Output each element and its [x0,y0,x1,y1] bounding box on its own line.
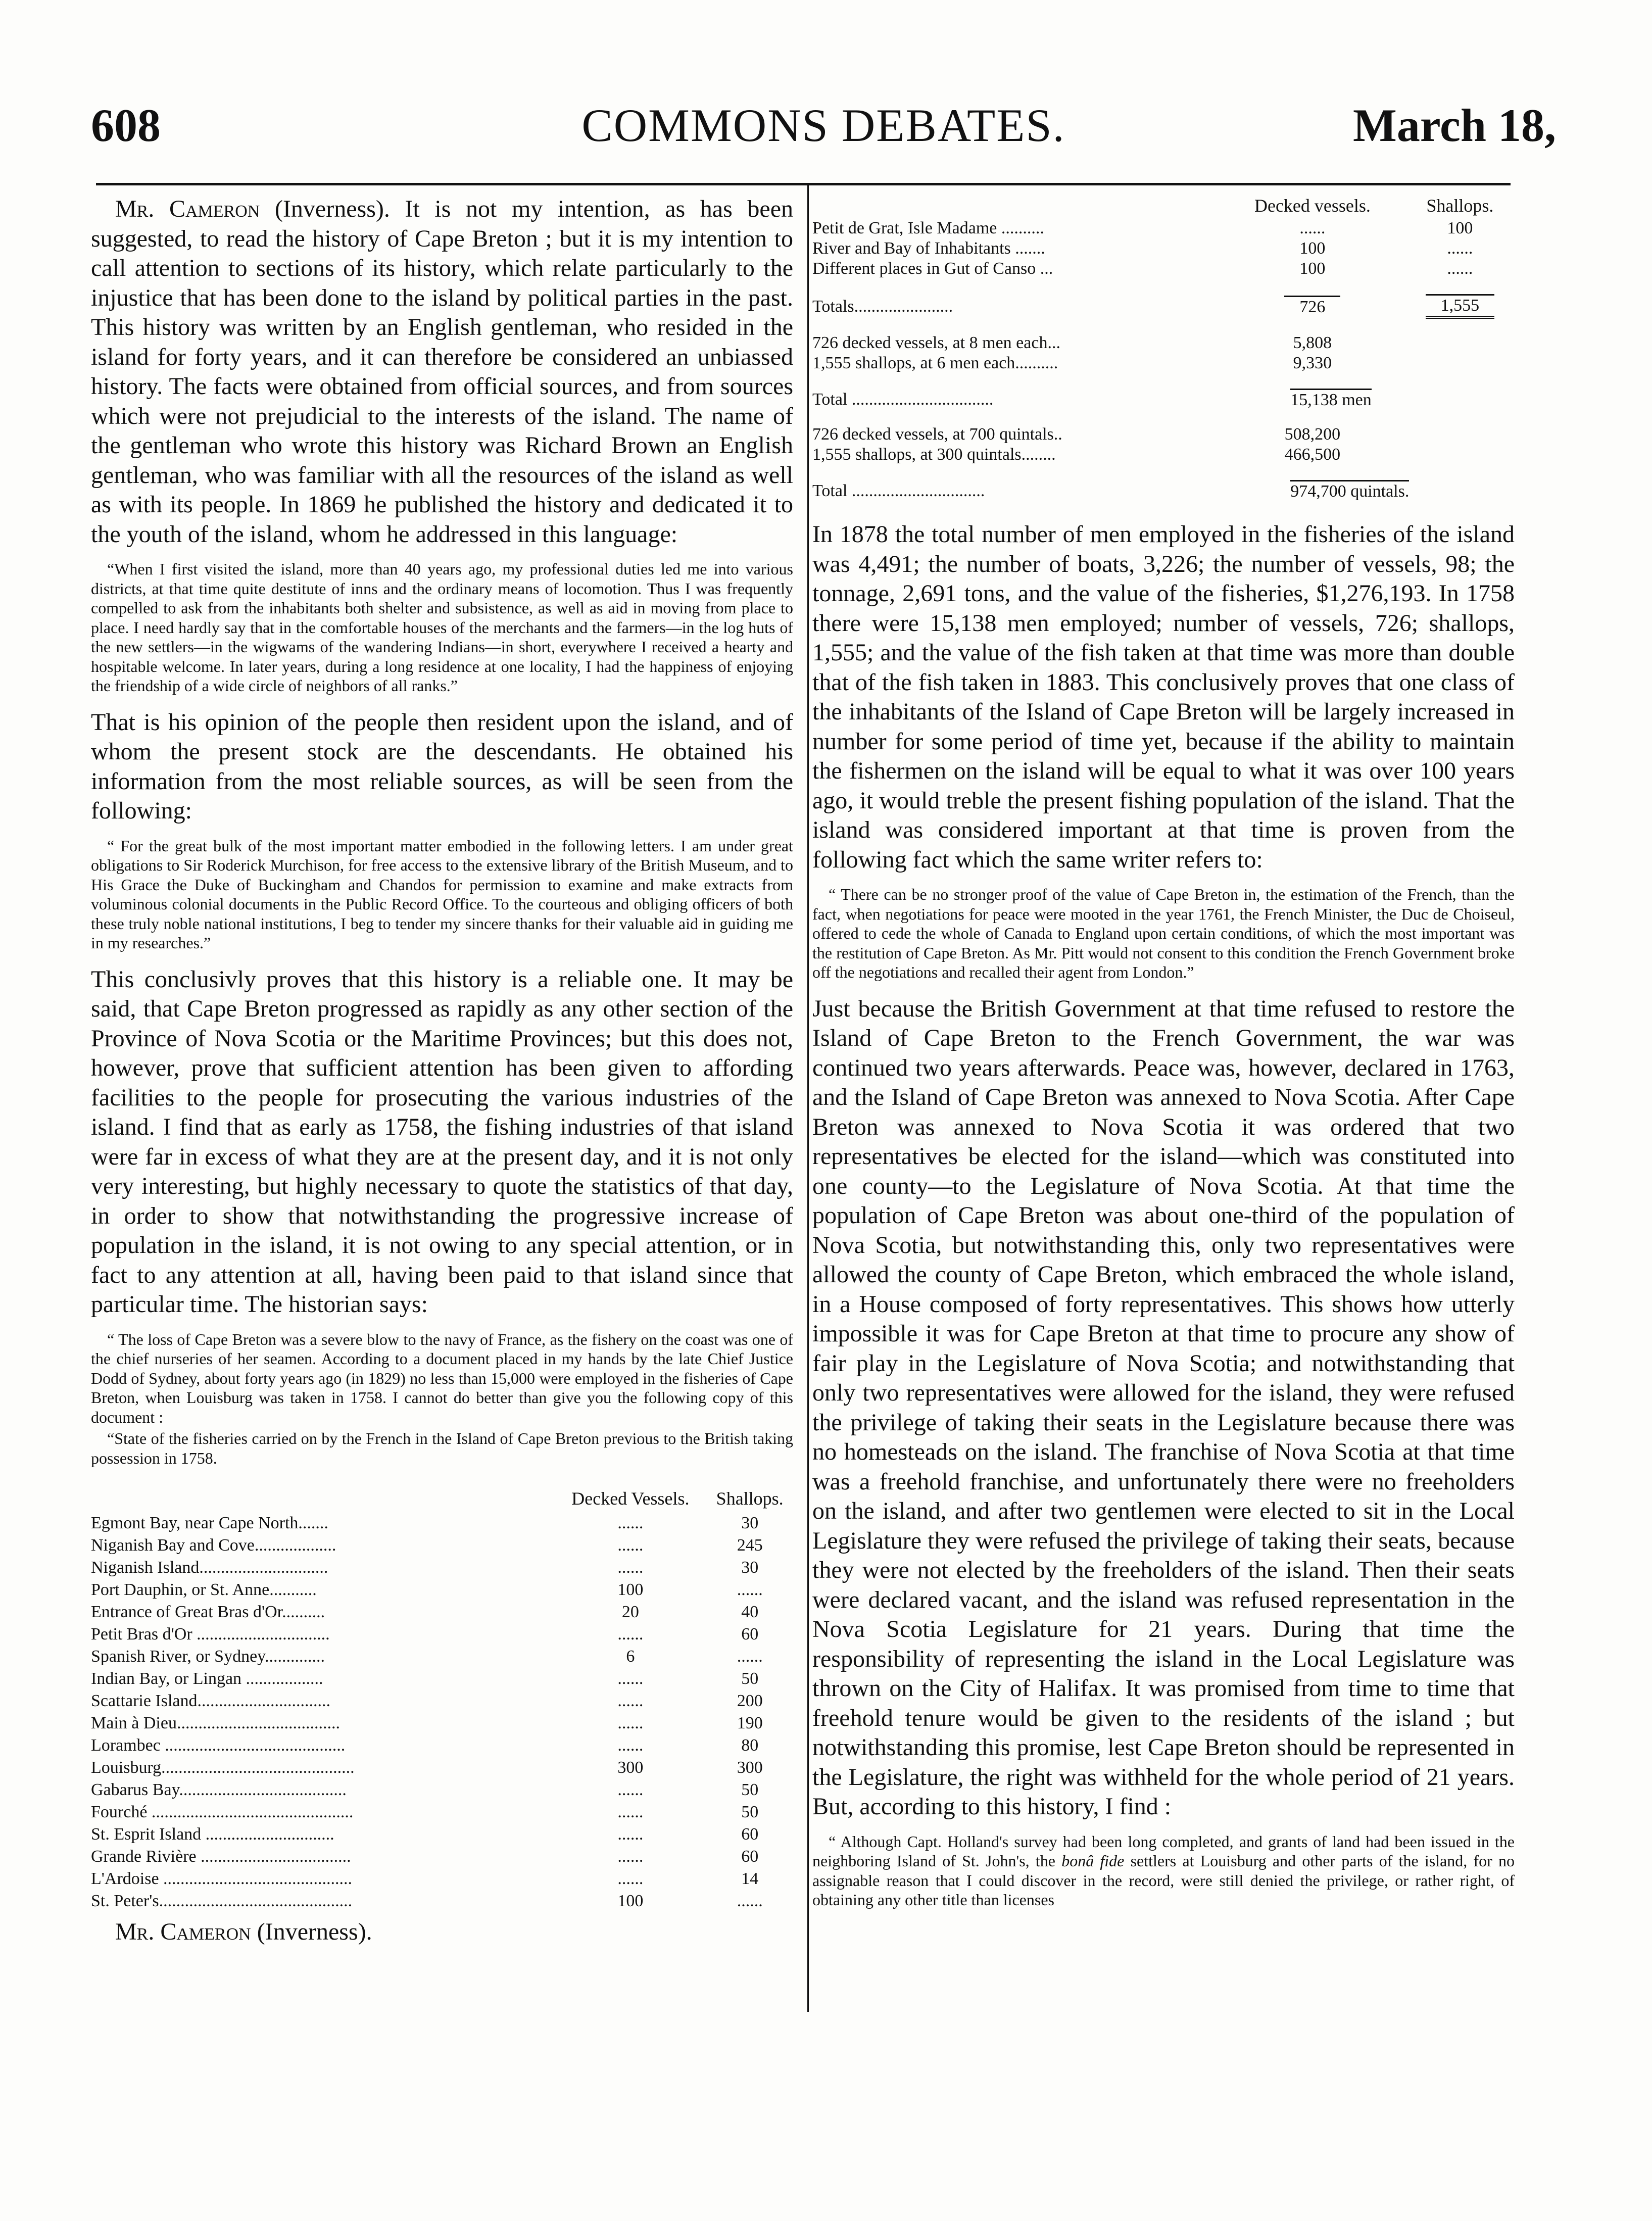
table-cell-decked: ...... [617,1692,644,1710]
table-row [91,1823,793,1846]
left-column [91,195,793,2130]
column-header: Decked vessels. [1254,196,1371,216]
page-date: March 18, [1352,100,1556,151]
speaker-riding: (Inverness). [257,1918,372,1945]
table-cell-decked: ...... [617,1514,644,1532]
table-cell-place: L'Ardoise ............................................ [91,1869,353,1888]
calc-row [812,445,1515,465]
men-total-value: 15,138 men [1290,389,1372,410]
table-cell-shallops: 245 [737,1536,763,1555]
header-rule [96,183,1511,185]
men-total-row [812,373,1515,424]
table-row [91,1646,793,1668]
calc-value: 9,330 [1293,354,1332,372]
quote-text: “ Although Capt. Holland's survey had been long completed, and grants of land had been issued in the neighboring Island of St. John's, the [812,1832,1515,1870]
calc-row [812,424,1515,445]
table-cell-decked: 100 [1299,239,1326,258]
quote-italic: bonâ fide [1061,1852,1125,1870]
table-cell-decked: ...... [1299,219,1326,237]
table-cell-shallops: 80 [741,1736,759,1755]
table-row [91,1868,793,1890]
table-cell-shallops: 190 [737,1714,763,1732]
calc-value: 508,200 [1284,425,1341,444]
table-cell-decked: ...... [617,1714,644,1732]
calc-label: 726 decked vessels, at 700 quintals.. [812,425,1062,444]
speaker-name: Mr. Cameron [115,1918,251,1945]
table-cell-decked: ...... [617,1825,644,1844]
column-header: Shallops. [716,1488,784,1509]
totals-decked: 726 [1284,296,1340,317]
table-cell-label: Petit de Grat, Isle Madame .......... [812,219,1044,237]
table-cell-place: Lorambec .......................................... [91,1736,346,1755]
quintals-total-row [812,465,1515,516]
page-header [91,99,1556,159]
column-divider [807,183,809,2012]
table-cell-decked: ...... [617,1669,644,1688]
quote-text: settlers at Louisburg and other parts of the island, for no assignable reason that I could discover in the record, were still denied the privilege, or rather right, of obtaining any other title than licenses [812,1852,1515,1909]
block-quote: “When I first visited the island, more than 40 years ago, my professional duties led me into various districts, at that time quite destitute of inns and the ordinary means of locomotion. Thus I was frequently compelled to ask from the inhabitants both shelter and subsistence, as well as aid in moving from place to place. I need hardly say that in the comfortable houses of the merchants and the farmers—in the log huts of the new settlers—in the wigwams of the wandering Indians—in short, everywhere I received a hearty and hospitable welcome. In later years, during a long residence at one locality, I had the happiness of enjoying the friendship of a wide circle of neighbors of all ranks.” [91,560,793,695]
block-quote: “ The loss of Cape Breton was a severe blow to the navy of France, as the fishery on the coast was one of the chief nurseries of her seamen. According to a document placed in my hands by the late Chief Justice Dodd of Sydney, about forty years ago (in 1829) no less than 15,000 were employed in the fisheries of Cape Breton, when Louisburg was taken in 1758. I cannot do better than give you the following copy of this document : [91,1330,793,1426]
table-cell-place: Egmont Bay, near Cape North....... [91,1514,328,1532]
table-cell-shallops: 50 [741,1669,759,1688]
table-row [91,1779,793,1801]
table-cell-shallops: 60 [741,1625,759,1644]
men-calculation [812,333,1515,373]
table-cell-shallops: ...... [737,1580,763,1599]
paragraph: This conclusivly proves that this history is a reliable one. It may be said, that Cape Breton progressed as rapidly as any other section of the Province of Nova Scotia or the Maritime Provinces; but this does not, however, prove that sufficient attention has been given to affording facilities to the people for prosecuting the various industries of the island. I find that as early as 1758, the fishing industries of that island were far in excess of what they are at the present day, and it is not only very interesting, but highly necessary to quote the statistics of that day, in order to show that notwithstanding the progressive increase of population in the island, it is not owing to any special attention, or in fact to any attention at all, having been paid to that island since that particular time. The historian says: [91,965,793,1318]
table-cell-decked: 6 [626,1647,635,1666]
table-cell-shallops: 50 [741,1780,759,1799]
table-cell-shallops: 40 [741,1603,759,1621]
table-cell-decked: ...... [617,1869,644,1888]
block-quote: “ There can be no stronger proof of the value of Cape Breton in, the estimation of the French, than the fact, when negotiations for peace were mooted in the year 1761, the French Minister, the Duc de Choiseul, offered to cede the whole of Canada to England upon certain conditions, of which the most important was the restitution of Cape Breton. As Mr. Pitt would not consent to this condition the French Government broke off the negotiations and recalled their agent from London.” [812,885,1515,981]
table-cell-shallops: 30 [741,1514,759,1532]
table-body [91,1512,793,1912]
calc-value: 5,808 [1293,333,1332,352]
quintals-total-label: Total ............................... [812,481,985,500]
table-cell-decked: ...... [617,1803,644,1821]
column-header: Decked Vessels. [571,1488,690,1509]
right-column [812,195,1515,2130]
table-cell-decked: ...... [617,1780,644,1799]
publication-title: COMMONS DEBATES. [581,100,1065,151]
table-cell-place: Niganish Bay and Cove................... [91,1536,336,1555]
table-cell-label: Different places in Gut of Canso ... [812,259,1053,278]
table-cell-decked: 100 [1299,259,1326,278]
table-row [812,259,1515,279]
table-cell-place: Grande Rivière ................................... [91,1847,351,1866]
table-cell-shallops: ...... [737,1647,763,1666]
table-row [91,1534,793,1557]
table-cell-decked: 20 [621,1603,639,1621]
paragraph-text: (Inverness). It is not my intention, as has been suggested, to read the history of Cape Breton ; but it is my intention to call attention to sections of its history, which relate particularly to the injustice that has been done to the island by political parties in the past. This history was written by an English gentleman, who resided in the island for forty years, and it can therefore be considered an unbiassed history. The facts were obtained from official sources, and from sources which were not prejudicial to the interests of the island. The name of the gentleman who wrote this history was Richard Brown an English gentleman, who was familiar with all the resources of the island as well as with its people. In 1869 he published the history and dedicated it to the youth of the island, whom he addressed in this language: [91,196,793,548]
table-cell-place: Indian Bay, or Lingan .................. [91,1669,323,1688]
quintals-total-value: 974,700 quintals. [1290,480,1409,502]
totals-label: Totals....................... [812,297,953,316]
calc-row [812,353,1515,373]
table-row [91,1579,793,1601]
table-cell-shallops: 200 [737,1692,763,1710]
table-row [91,1601,793,1623]
footer-speaker-line [91,1917,793,1947]
table-row [91,1623,793,1646]
table-cell-shallops: 60 [741,1825,759,1844]
table-row [91,1734,793,1757]
table-cell-place: St. Peter's............................................. [91,1892,353,1910]
block-quote: “State of the fisheries carried on by the French in the Island of Cape Breton previous to the British taking possession in 1758. [91,1429,793,1467]
table-cell-decked: 100 [617,1892,644,1910]
table-cell-place: Main à Dieu...................................... [91,1714,340,1732]
table-cell-shallops: ...... [1447,239,1473,258]
table-cell-place: Louisburg............................................. [91,1758,355,1777]
table-row [91,1757,793,1779]
table-row [91,1690,793,1712]
table-cell-decked: ...... [617,1558,644,1577]
table-cell-decked: 300 [617,1758,644,1777]
fisheries-table-continued [812,195,1515,516]
table-cell-shallops: 300 [737,1758,763,1777]
paragraph: Just because the British Government at that time refused to restore the Island of Cape Breton to the French Government, the war was continued two years afterwards. Peace was, however, declared in 1763, and the Island of Cape Breton was annexed to Nova Scotia. After Cape Breton was annexed to Nova Scotia it was ordered that two representatives be elected for the island—which was constituted into one county—to the Legislature of Nova Scotia. At that time the population of Cape Breton was about one-third of the population of Nova Scotia, but notwithstanding this, only two representatives were allowed the county of Cape Breton, which embraced the whole island, in a House composed of forty representatives. This shows how utterly impossible it was for Cape Breton at that time to procure any show of fair play in the Legislature of Nova Scotia; and notwithstanding that only two representatives were allowed for the island, they were refused the privilege of taking their seats in the Legislature because there was no homesteads on the island. The franchise of Nova Scotia at that time was a freehold franchise, and unfortunately there were no freeholders on the island, and after two gentlemen were elected to sit in the Local Legislature they were refused the privilege of taking their seats, because they were not elected by the freeholders of the island. Then their seats were declared vacant, and the island was refused representation in the Nova Scotia Legislature for 21 years. During that time the responsibility of representing the island in the Local Legislature was thrown on the City of Halifax. It was promised from time to time that freehold tenure would be given to the residents of the island ; but notwithstanding this promise, lest Cape Breton should be represented in the Legislature, the right was withheld for the whole period of 21 years. But, according to this history, I find : [812,995,1515,1820]
paragraph: In 1878 the total number of men employed in the fisheries of the island was 4,491; the number of boats, 3,226; the number of vessels, 98; the tonnage, 2,691 tons, and the value of the fisheries, $1,276,193. In 1758 there were 15,138 men employed; number of vessels, 726; shallops, 1,555; and the value of the fish taken at that time was more than double that of the fish taken in 1883. This conclusively proves that one class of the inhabitants of the Island of Cape Breton will be largely increased in number for some period of time yet, because if the ability to maintain the fishermen on the island will be equal to what it was over 100 years ago, it would treble the present fishing population of the island. That the island was considered important at that time is proven from the following fact which the same writer refers to: [812,521,1515,873]
quintals-calculation [812,424,1515,465]
table-cell-decked: ...... [617,1847,644,1866]
table-row [91,1801,793,1823]
paragraph: That is his opinion of the people then resident upon the island, and of whom the present stock are the descendants. He obtained his information from the most reliable sources, as will be seen from the following: [91,708,793,824]
table-cell-place: Fourché ............................................... [91,1803,354,1821]
table-cell-place: Port Dauphin, or St. Anne........... [91,1580,317,1599]
table-cell-decked: ...... [617,1736,644,1755]
table-cell-shallops: 100 [1447,219,1473,237]
totals-body [812,279,1515,333]
table-cell-place: Spanish River, or Sydney.............. [91,1647,325,1666]
fisheries-table [91,1488,793,1912]
table-cell-place: Gabarus Bay....................................... [91,1780,347,1799]
table-row [91,1846,793,1868]
table-cell-shallops: 60 [741,1847,759,1866]
table-header-row [91,1488,793,1512]
table-cell-shallops: 50 [741,1803,759,1821]
table-row [91,1712,793,1734]
table-row [812,218,1515,238]
totals-row [812,279,1515,333]
table-header-row [812,195,1515,218]
table-cell-label: River and Bay of Inhabitants ....... [812,239,1045,258]
speaker-name: Mr. Cameron [115,196,260,222]
table-cell-decked: ...... [617,1625,644,1644]
column-header: Shallops. [1426,196,1494,216]
totals-shallops: 1,555 [1426,294,1495,319]
calc-label: 726 decked vessels, at 8 men each... [812,333,1060,352]
table-row [91,1512,793,1534]
table-row [812,238,1515,259]
page-number: 608 [91,100,161,151]
table-cell-shallops: ...... [1447,259,1473,278]
table-cell-shallops: ...... [737,1892,763,1910]
calc-value: 466,500 [1284,445,1341,464]
table-cell-decked: ...... [617,1536,644,1555]
table-cell-shallops: 30 [741,1558,759,1577]
table-cell-place: Niganish Island.............................. [91,1558,328,1577]
calc-label: 1,555 shallops, at 300 quintals........ [812,445,1056,464]
table-row [91,1890,793,1912]
table-cell-place: Entrance of Great Bras d'Or.......... [91,1603,325,1621]
block-quote [812,1832,1515,1910]
table-cell-decked: 100 [617,1580,644,1599]
calc-label: 1,555 shallops, at 6 men each.......... [812,354,1058,372]
calc-row [812,333,1515,353]
paragraph [91,195,793,549]
table-cell-place: Petit Bras d'Or ............................... [91,1625,330,1644]
block-quote: “ For the great bulk of the most important matter embodied in the following letters. I am under great obligations to Sir Roderick Murchison, for free access to the extensive library of the British Museum, and to His Grace the Duke of Buckingham and Chandos for permission to examine and make extracts from voluminous colonial documents in the Public Record Office. To the courteous and obliging officers of both these truly noble national institutions, I beg to tender my sincere thanks for their valuable aid in guiding me in my researches.” [91,836,793,952]
table-body [812,218,1515,279]
table-row [91,1668,793,1690]
table-row [91,1557,793,1579]
table-cell-place: Scattarie Island............................... [91,1692,331,1710]
men-total-label: Total ................................. [812,390,994,409]
table-cell-shallops: 14 [741,1869,759,1888]
table-cell-place: St. Esprit Island .............................. [91,1825,334,1844]
